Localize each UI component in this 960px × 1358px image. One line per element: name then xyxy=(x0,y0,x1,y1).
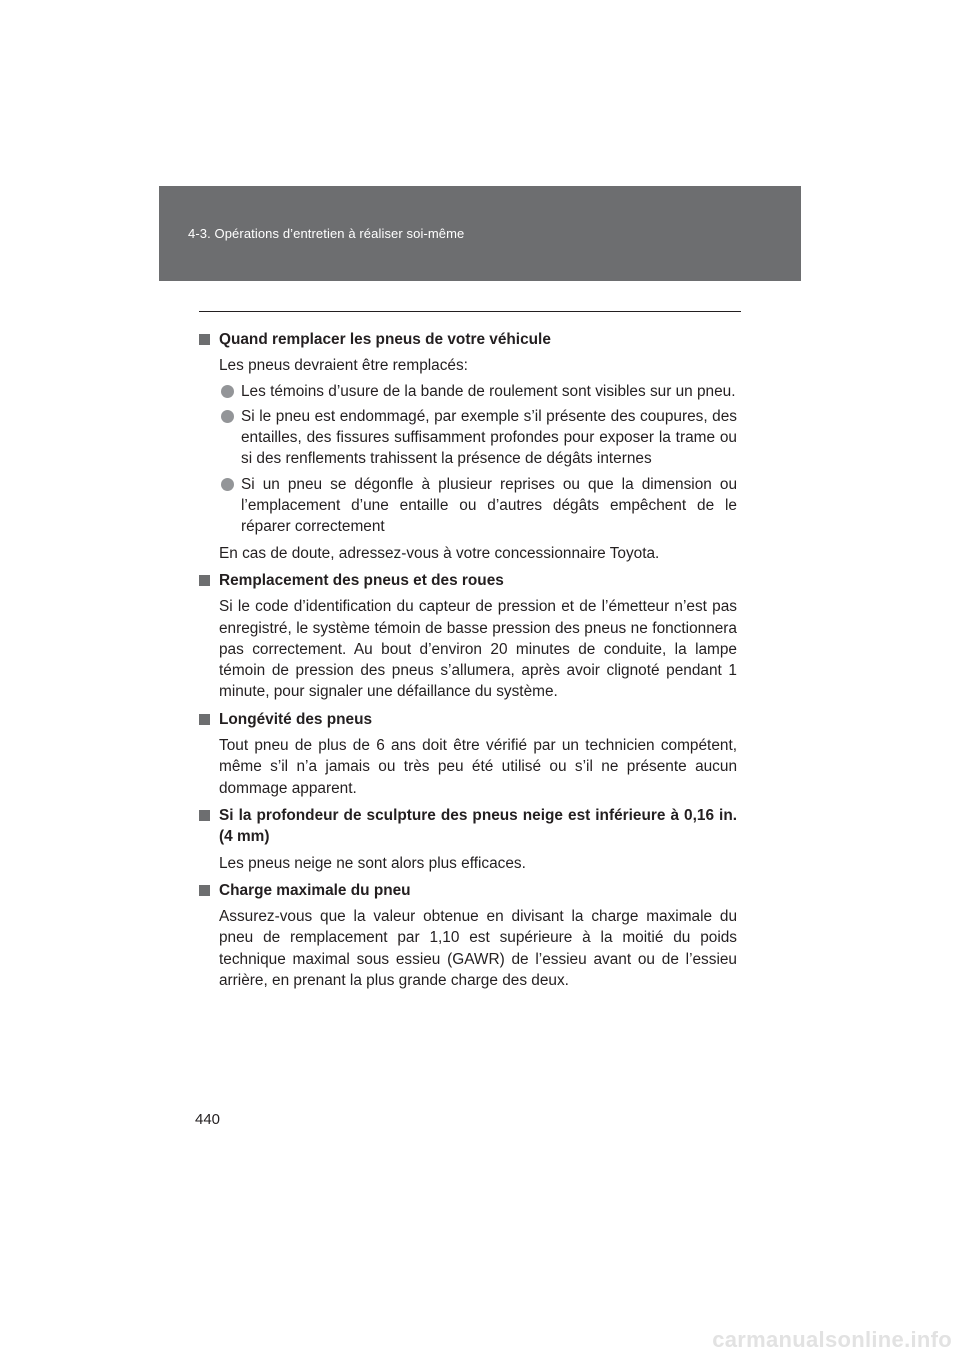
section-heading xyxy=(197,805,737,848)
section-tire-wheel-replacement xyxy=(197,570,737,703)
list-item xyxy=(197,381,737,402)
square-bullet-icon xyxy=(199,334,210,345)
square-bullet-icon xyxy=(199,810,210,821)
section-heading-text: Si la profondeur de sculpture des pneus neige est inférieure à 0,16 in. (4 mm) xyxy=(219,806,737,846)
section-heading-text: Remplacement des pneus et des roues xyxy=(219,571,504,589)
square-bullet-icon xyxy=(199,885,210,896)
section-header-band xyxy=(159,186,801,281)
section-heading-text: Longévité des pneus xyxy=(219,710,373,728)
list-item xyxy=(197,474,737,538)
square-bullet-icon xyxy=(199,575,210,586)
section-heading-text: Quand remplacer les pneus de votre véhicule xyxy=(219,331,551,348)
section-body: Tout pneu de plus de 6 ans doit être vérifié par un technicien compétent, même s’il n’a jamais ou très peu été utilisé ou s’il ne présente aucun dommage apparent. xyxy=(219,737,737,797)
section-when-to-replace xyxy=(197,329,737,564)
section-body: Assurez-vous que la valeur obtenue en divisant la charge maximale du pneu de remplacement par 1,10 est supérieure à la moitié du poids technique maximal sous essieu (GAWR) de l’essieu avant ou de l’essieu arrière, en prenant la plus grande charge des deux. xyxy=(219,908,737,990)
list-item-text: Si le pneu est endommagé, par exemple s’il présente des coupures, des entailles, des fissures suffisamment profondes pour exposer la trame ou si des renflements trahissent la présence de dégâts internes xyxy=(241,407,737,468)
section-max-tire-load xyxy=(197,880,737,991)
section-body: Les pneus neige ne sont alors plus efficaces. xyxy=(219,854,526,872)
square-bullet-icon xyxy=(199,714,210,725)
page-number: 440 xyxy=(195,1111,221,1128)
section-outro: En cas de doute, adressez-vous à votre concessionnaire Toyota. xyxy=(219,544,660,562)
round-bullet-icon xyxy=(221,478,234,491)
list-item-text: Si un pneu se dégonfle à plusieur reprises ou que la dimension ou l’emplacement d’une entaille ou d’autres dégâts empêchent de le réparer correctement xyxy=(241,475,737,536)
section-intro: Les pneus devraient être remplacés: xyxy=(219,357,468,375)
page-content xyxy=(197,325,737,997)
section-body: Si le code d’identification du capteur de pression et de l’émetteur n’est pas enregistré, le système témoin de basse pression des pneus ne fonctionnera pas correctement. Au bout d’environ 20 minutes de conduite, la lampe témoin de pression des pneus s’allumera, après avoir clignoté pendant 1 minute, pour signaler une défaillance du système. xyxy=(219,598,737,701)
section-title: 4-3. Opérations d’entretien à réaliser soi-même xyxy=(188,226,465,241)
list-item xyxy=(197,406,737,470)
section-heading xyxy=(197,570,737,591)
round-bullet-icon xyxy=(221,410,234,423)
list-item-text: Les témoins d’usure de la bande de roulement sont visibles sur un pneu. xyxy=(241,382,736,400)
section-snow-tire-depth xyxy=(197,805,737,874)
section-heading xyxy=(197,880,737,901)
section-heading xyxy=(197,329,737,350)
round-bullet-icon xyxy=(221,385,234,398)
watermark: carmanualsonline.info xyxy=(712,1327,952,1352)
section-heading xyxy=(197,709,737,730)
section-tire-longevity xyxy=(197,709,737,799)
header-divider xyxy=(199,311,741,312)
section-heading-text: Charge maximale du pneu xyxy=(219,881,411,899)
